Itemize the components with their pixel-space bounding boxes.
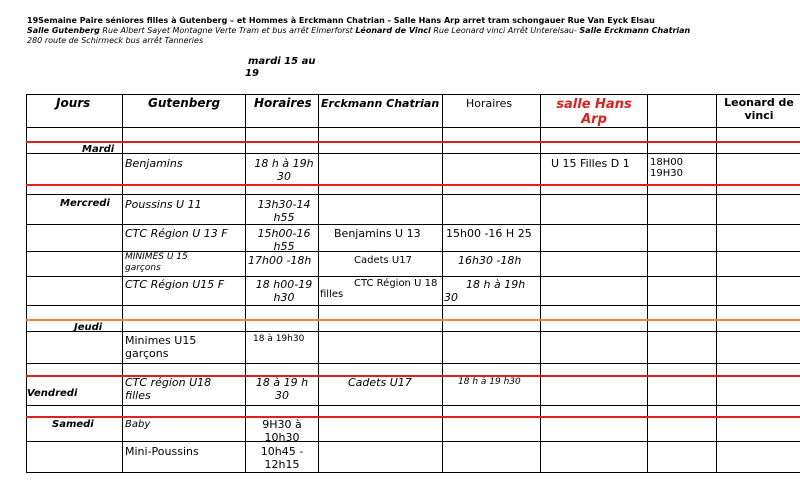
jeudi-gutenberg-line-1: Minimes U15 bbox=[125, 334, 197, 347]
mardi-leonard-line-2: 19H30 bbox=[650, 168, 683, 179]
mer1-gutenberg: Poussins U 11 bbox=[125, 198, 202, 211]
mer3-gutenberg bbox=[125, 252, 188, 274]
mer4-horaires-line-1: 18 h00-19 bbox=[255, 278, 313, 291]
mardi-horaires bbox=[250, 157, 318, 183]
ven-gutenberg-line-2: filles bbox=[125, 389, 151, 402]
mer2-erckmann: Benjamins U 13 bbox=[334, 227, 421, 240]
mardi-horaires-line-1: 18 h à 19h bbox=[254, 157, 314, 170]
mer4-horaires-line-2: h30 bbox=[273, 291, 295, 304]
day-samedi: Samedi bbox=[52, 419, 94, 430]
ven-gutenberg-line-1: CTC région U18 bbox=[125, 376, 212, 389]
mardi-leonard-line-1: 18H00 bbox=[650, 157, 683, 168]
col-leonard bbox=[718, 96, 800, 122]
mer1-horaires bbox=[250, 198, 318, 224]
col-hans-arp-line-2: Arp bbox=[581, 112, 607, 127]
mer3-gutenberg-line-1: MINIMES U 15 bbox=[125, 252, 188, 262]
header-line-3: 280 route de Schirmeck bus arrêt Tanneries bbox=[27, 36, 204, 45]
mer4-horaires-2 bbox=[444, 278, 540, 304]
mardi-horaires-line-2: 30 bbox=[277, 170, 291, 183]
mer1-horaires-line-1: 13h30-14 bbox=[257, 198, 311, 211]
day-vendredi: Vendredi bbox=[27, 388, 78, 399]
gutenberg-address: Rue Albert Sayet Montagne Verte Tram et bus arrêt Elmerforst bbox=[99, 26, 356, 35]
sam2-horaires-line-2: 12h15 bbox=[264, 458, 300, 471]
col-horaires-2: Horaires bbox=[466, 97, 513, 110]
ven-horaires-line-1: 18 à 19 h bbox=[255, 376, 309, 389]
salle-gutenberg-label: Salle Gutenberg bbox=[27, 26, 100, 35]
sam1-horaires bbox=[248, 418, 316, 444]
ven-erckmann: Cadets U17 bbox=[348, 376, 412, 389]
col-erckmann: Erckmann Chatrian bbox=[321, 97, 440, 110]
mer3-horaires: 17h00 -18h bbox=[248, 254, 312, 267]
jeudi-gutenberg-line-2: garçons bbox=[125, 347, 169, 360]
mer3-horaires-2: 16h30 -18h bbox=[458, 254, 522, 267]
mer4-horaires bbox=[250, 278, 318, 304]
col-leonard-line-1: Leonard de bbox=[724, 96, 794, 109]
week-date-line-1: mardi 15 au bbox=[248, 56, 316, 67]
mardi-hans-arp: U 15 Filles D 1 bbox=[551, 157, 630, 170]
sam1-horaires-line-2: 10h30 bbox=[264, 431, 300, 444]
mer4-erckmann-line-2: filles bbox=[320, 289, 344, 300]
mer3-erckmann: Cadets U17 bbox=[354, 255, 412, 266]
ven-horaires-line-2: 30 bbox=[275, 389, 289, 402]
mer2-horaires-line-2: h55 bbox=[273, 240, 295, 253]
mer4-gutenberg: CTC Région U15 F bbox=[125, 278, 225, 291]
day-jeudi: Jeudi bbox=[74, 322, 103, 333]
ven-gutenberg bbox=[125, 376, 211, 402]
mer4-horaires-2-line-2: 30 bbox=[444, 291, 458, 304]
mer2-horaires-2: 15h00 -16 H 25 bbox=[446, 227, 532, 240]
ven-horaires-2: 18 h à 19 h30 bbox=[458, 377, 521, 387]
mardi-leonard bbox=[650, 157, 683, 179]
leonard-address: Rue Leonard vinci Arrêt Unterelsau- bbox=[430, 26, 580, 35]
mer2-gutenberg: CTC Région U 13 F bbox=[125, 227, 228, 240]
day-mercredi: Mercredi bbox=[60, 198, 110, 209]
col-jours: Jours bbox=[56, 96, 91, 110]
mer3-gutenberg-line-2: garçons bbox=[125, 263, 161, 273]
mer2-horaires-line-1: 15h00-16 bbox=[257, 227, 311, 240]
erckmann-label: Salle Erckmann Chatrian bbox=[579, 26, 691, 35]
sam2-gutenberg: Mini-Poussins bbox=[125, 445, 199, 458]
col-hans-arp bbox=[554, 97, 634, 127]
mer2-horaires bbox=[250, 227, 318, 253]
sam2-horaires bbox=[248, 445, 316, 471]
jeudi-gutenberg bbox=[125, 334, 196, 360]
sam1-gutenberg: Baby bbox=[125, 419, 151, 430]
week-date-line-2: 19 bbox=[245, 68, 259, 79]
col-gutenberg: Gutenberg bbox=[148, 96, 221, 110]
mardi-gutenberg: Benjamins bbox=[125, 157, 183, 170]
day-mardi: Mardi bbox=[82, 144, 115, 155]
sam2-horaires-line-1: 10h45 - bbox=[260, 445, 304, 458]
col-horaires: Horaires bbox=[254, 96, 312, 110]
ven-horaires bbox=[248, 376, 316, 402]
sam1-horaires-line-1: 9H30 à bbox=[262, 418, 302, 431]
mer4-erckmann-line-1: CTC Région U 18 bbox=[354, 278, 438, 289]
leonard-label: Léonard de Vinci bbox=[355, 26, 431, 35]
mer1-horaires-line-2: h55 bbox=[273, 211, 295, 224]
col-hans-arp-line-1: salle Hans bbox=[556, 97, 632, 112]
jeudi-horaires: 18 à 19h30 bbox=[253, 334, 305, 344]
mer4-horaires-2-line-1: 18 h à 19h bbox=[466, 278, 526, 291]
col-leonard-line-2: vinci bbox=[744, 109, 774, 122]
mer4-erckmann bbox=[320, 278, 444, 300]
header-line-1: 19Semaine Paire séniores filles à Gutenberg – et Hommes à Erckmann Chatrian - Salle Hans Arp arret tram schongauer Rue Van Eyck Elsau bbox=[27, 16, 655, 25]
